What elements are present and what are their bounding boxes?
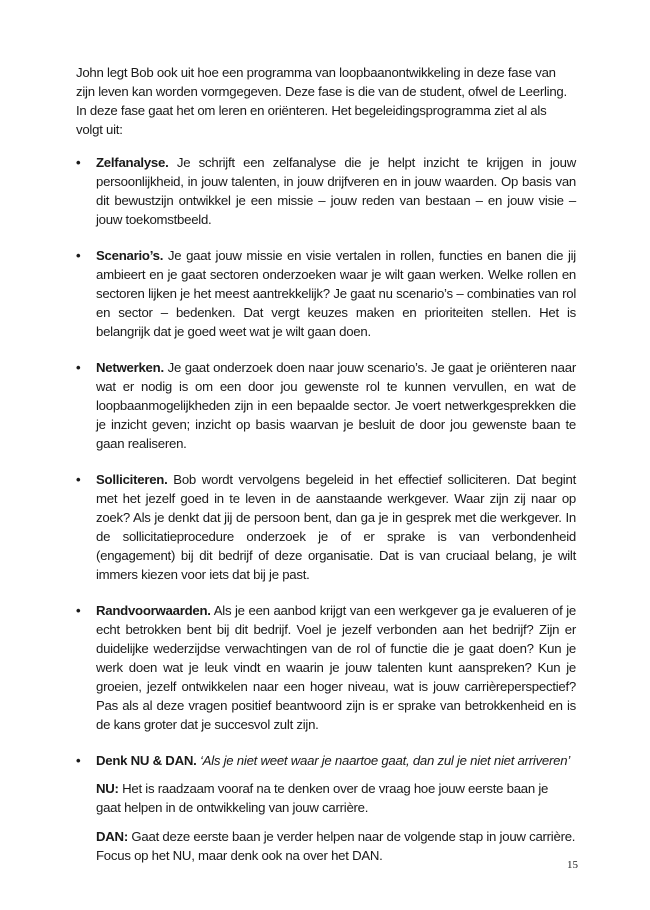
bullet-icon: • — [76, 753, 81, 768]
item-heading: Denk NU & DAN. — [96, 753, 197, 768]
list-item-netwerken — [76, 358, 576, 453]
dan-text: Gaat deze eerste baan je verder helpen naar de volgende stap in jouw carrière. Focus op het NU, maar denk ook na over het DAN. — [96, 829, 576, 863]
intro-paragraph: John legt Bob ook uit hoe een programma van loopbaanontwikkeling in deze fase van zijn leven kan worden vormgegeven. Deze fase is die van de student, ofwel de Leerling. In deze fase gaat het om leren en oriënteren. Het begeleidingsprogramma ziet al als volgt uit: — [76, 65, 567, 137]
item-heading: Zelfanalyse. — [96, 155, 169, 170]
item-heading: Randvoorwaarden. — [96, 603, 211, 618]
list-item-denk-nu-dan — [76, 751, 576, 865]
bullet-icon: • — [76, 472, 81, 487]
item-quote: ‘Als je niet weet waar je naartoe gaat, dan zul je niet niet arriveren’ — [199, 753, 571, 768]
bullet-icon: • — [76, 155, 81, 170]
dan-paragraph — [96, 827, 576, 865]
bullet-icon: • — [76, 360, 81, 375]
item-text: Je schrijft een zelfanalyse die je helpt inzicht te krijgen in jouw persoonlijkheid, in jouw talenten, in jouw drijfveren en in jouw waarden. Op basis van dit bewustzijn ontwikkel je een missie – jouw reden van bestaan – en jouw visie – jouw toekomstbeeld. — [96, 155, 576, 227]
nu-paragraph — [96, 779, 576, 817]
item-heading: Solliciteren. — [96, 472, 168, 487]
item-text: Je gaat jouw missie en visie vertalen in rollen, functies en banen die jij ambieert en je gaat sectoren onderzoeken waar je wilt gaan werken. Welke rollen en sectoren lijken je het meest aantrekkelijk? Je gaat nu scenario’s – combinaties van rol en sector – bedenken. Dat vergt keuzes maken en prioriteiten stellen. Het is belangrijk dat je goed weet wat je wilt gaan doen. — [96, 248, 576, 339]
list-item-solliciteren — [76, 470, 576, 584]
page-body — [76, 63, 576, 882]
nu-label: NU: — [96, 781, 119, 796]
item-heading: Netwerken. — [96, 360, 164, 375]
list-item-scenarios — [76, 246, 576, 341]
nu-text: Het is raadzaam vooraf na te denken over de vraag hoe jouw eerste baan je gaat helpen in de ontwikkeling van jouw carrière. — [96, 781, 549, 815]
item-text: Als je een aanbod krijgt van een werkgever ga je evalueren of je echt betrokken bent bij dit bedrijf. Voel je jezelf verbonden aan het bedrijf? Zijn er duidelijke wederzijdse verwachtingen van de rol of functie die je gaat doen? Kun je werk doen wat je leuk vindt en waarin je jouw talenten kunt aanspreken? Kun je groeien, jezelf ontwikkelen naar een hoger niveau, wat is jouw carrièreperspectief? Pas als al deze vragen positief beantwoord zijn is er sprake van betrokkenheid en is de kans groter dat je succesvol zult zijn. — [96, 603, 576, 732]
item-heading: Scenario’s. — [96, 248, 164, 263]
item-text: Je gaat onderzoek doen naar jouw scenario’s. Je gaat je oriënteren naar wat er nodig is om een door jou gewenste rol te kunnen vervullen, en wat de loopbaanmogelijkheden zijn in een bepaalde sector. Je voert netwerkgesprekken die je inzicht geven; inzicht op basis waarvan je besluit de door jou gewenste baan te gaan realiseren. — [96, 360, 576, 451]
dan-label: DAN: — [96, 829, 128, 844]
list-item-randvoorwaarden — [76, 601, 576, 734]
item-text: Bob wordt vervolgens begeleid in het effectief solliciteren. Dat begint met het jezelf goed in te leven in de aanstaande werkgever. Waar zijn zij naar op zoek? Als je denkt dat jij de persoon bent, dan ga je in gesprek met die werkgever. In de sollicitatieprocedure onderzoek je of er sprake is van verbondenheid (engagement) bij dit bedrijf of deze organisatie. Dat is van cruciaal belang, je wilt immers kiezen voor iets dat bij je past. — [96, 472, 576, 582]
page-number: 15 — [567, 859, 578, 871]
bullet-icon: • — [76, 248, 81, 263]
bullet-icon: • — [76, 603, 81, 618]
list-item-zelfanalyse — [76, 153, 576, 229]
